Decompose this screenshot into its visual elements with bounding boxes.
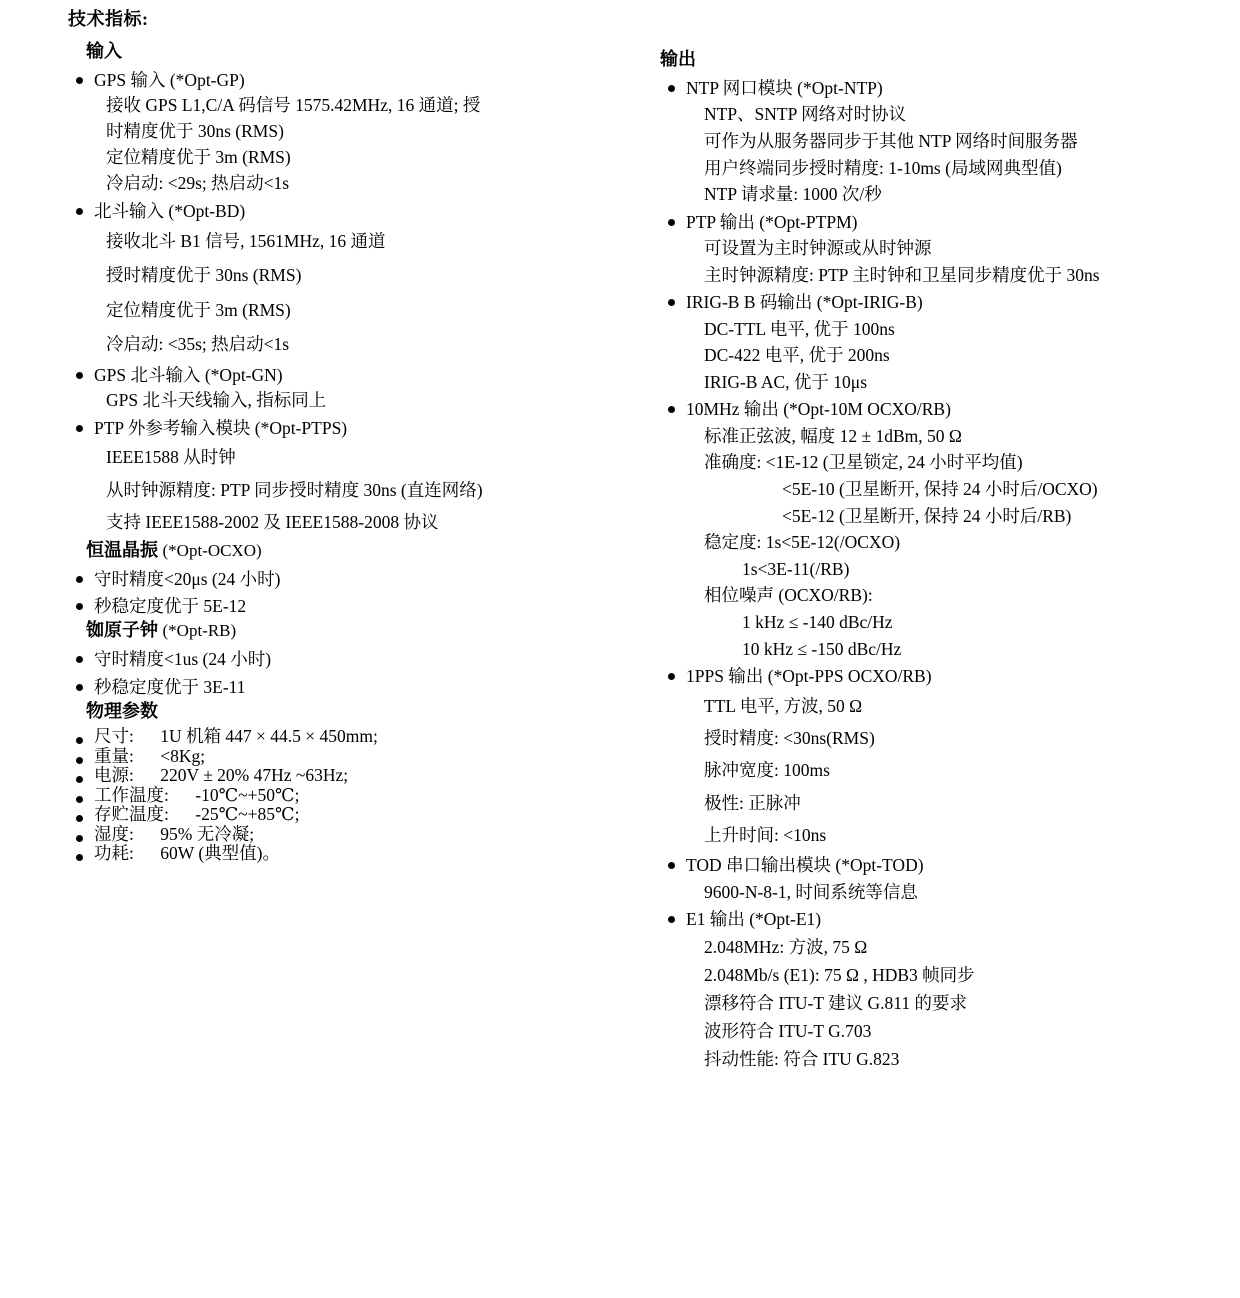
list-item <box>660 907 1230 1072</box>
spec-line: 9600-N-8-1, 时间系统等信息 <box>704 881 918 902</box>
spec-detail-lines <box>94 224 628 361</box>
rubidium-spec-list <box>68 647 628 700</box>
spec-line: 接收 GPS L1,C/A 码信号 1575.42MHz, 16 通道; 授 <box>106 95 481 116</box>
spec-line: 波形符合 ITU-T G.703 <box>704 1020 872 1041</box>
spec-value: -25℃~+85℃; <box>195 804 300 825</box>
spec-line: 定位精度优于 3m (RMS) <box>106 299 291 320</box>
list-item <box>68 363 628 414</box>
spec-line: 可设置为主时钟源或从时钟源 <box>704 238 932 259</box>
spec-value: 220V ± 20% 47Hz ~63Hz; <box>160 765 349 786</box>
physical-spec-list <box>68 728 628 863</box>
spec-value: <8Kg; <box>160 745 206 766</box>
spec-line: 授时精度优于 30ns (RMS) <box>106 265 302 286</box>
spec-title: 1PPS 输出 (*Opt-PPS OCXO/RB) <box>686 666 932 687</box>
spec-label: 功耗: <box>94 843 134 864</box>
ocxo-spec-list <box>68 567 628 620</box>
spec-title: 10MHz 输出 (*Opt-10M OCXO/RB) <box>686 399 951 420</box>
list-item <box>68 728 628 746</box>
list-item <box>660 76 1230 208</box>
spec-line: 极性: 正脉冲 <box>704 792 801 813</box>
list-item <box>660 664 1230 851</box>
spec-label: 工作温度: <box>94 784 169 805</box>
section-heading-rubidium <box>86 621 628 639</box>
list-item <box>68 823 628 844</box>
list-item <box>68 647 628 672</box>
spec-line: 冷启动: <35s; 热启动<1s <box>106 333 290 354</box>
output-spec-list <box>660 76 1230 1073</box>
ocxo-heading-label: 恒温晶振 <box>86 539 158 560</box>
input-spec-list <box>68 68 628 539</box>
list-item <box>68 594 628 619</box>
spec-line: 1 kHz ≤ -140 dBc/Hz <box>742 612 893 632</box>
spec-label: 电源: <box>94 765 134 786</box>
section-heading-output: 输出 <box>660 49 696 69</box>
list-item <box>68 416 628 539</box>
spec-line: DC-TTL 电平, 优于 100ns <box>704 318 895 339</box>
spec-value: 1U 机箱 447 × 44.5 × 450mm; <box>160 726 378 747</box>
list-item <box>68 784 628 805</box>
spec-detail-lines <box>686 879 1230 906</box>
spec-title: 北斗输入 (*Opt-BD) <box>94 200 246 221</box>
list-item <box>68 199 628 361</box>
spec-detail-lines <box>686 690 1230 852</box>
spec-line: IRIG-B AC, 优于 10μs <box>704 371 868 392</box>
spec-line: 10 kHz ≤ -150 dBc/Hz <box>742 638 902 659</box>
list-item <box>68 567 628 592</box>
spec-line: 时精度优于 30ns (RMS) <box>106 121 284 142</box>
section-heading-physical: 物理参数 <box>86 701 158 722</box>
spec-label: 尺寸: <box>94 726 134 747</box>
spec-detail-lines <box>686 101 1230 207</box>
spec-title: NTP 网口模块 (*Opt-NTP) <box>686 78 883 98</box>
spec-line: 脉冲宽度: 100ms <box>704 760 830 781</box>
spec-line: NTP、SNTP 网络对时协议 <box>704 104 907 125</box>
list-item <box>68 767 628 785</box>
spec-line: 授时精度: <30ns(RMS) <box>704 727 875 748</box>
spec-line: 相位噪声 (OCXO/RB): <box>704 585 873 606</box>
spec-line: 准确度: <1E-12 (卫星锁定, 24 小时平均值) <box>704 452 1023 473</box>
right-column <box>660 50 1230 1075</box>
rb-heading-option: (*Opt-RB) <box>162 621 237 641</box>
spec-detail-lines <box>686 933 1230 1073</box>
spec-line: 2.048Mb/s (E1): 75 Ω , HDB3 帧同步 <box>704 964 975 985</box>
ocxo-heading-option: (*Opt-OCXO) <box>162 540 262 560</box>
list-item <box>68 675 628 700</box>
spec-line: 用户终端同步授时精度: 1-10ms (局域网典型值) <box>704 157 1062 178</box>
spec-value: 95% 无冷凝; <box>160 823 255 844</box>
spec-line: 漂移符合 ITU-T 建议 G.811 的要求 <box>704 992 967 1013</box>
spec-line: 主时钟源精度: PTP 主时钟和卫星同步精度优于 30ns <box>704 264 1100 285</box>
spec-line: 1s<3E-11(/RB) <box>742 558 850 579</box>
list-item <box>660 290 1230 395</box>
list-item <box>660 397 1230 662</box>
rb-heading-label: 铷原子钟 <box>86 620 158 641</box>
spec-title: E1 输出 (*Opt-E1) <box>686 909 822 930</box>
list-item <box>660 210 1230 289</box>
spec-detail-lines <box>94 93 628 197</box>
list-item <box>68 806 628 824</box>
spec-line: 秒稳定度优于 5E-12 <box>94 595 247 616</box>
spec-line: 守时精度<20μs (24 小时) <box>94 568 281 589</box>
spec-line: 2.048MHz: 方波, 75 Ω <box>704 936 868 957</box>
spec-line: 接收北斗 B1 信号, 1561MHz, 16 通道 <box>106 231 386 252</box>
list-item <box>68 68 628 197</box>
spec-line: IEEE1588 从时钟 <box>106 447 236 468</box>
spec-line: <5E-10 (卫星断开, 保持 24 小时后/OCXO) <box>782 479 1098 500</box>
spec-label: 湿度: <box>94 823 134 844</box>
spec-line: NTP 请求量: 1000 次/秒 <box>704 184 882 205</box>
spec-line: 定位精度优于 3m (RMS) <box>106 147 291 168</box>
spec-value: 60W (典型值)。 <box>160 843 280 864</box>
spec-title: GPS 北斗输入 (*Opt-GN) <box>94 364 283 385</box>
section-heading-input: 输入 <box>86 41 122 61</box>
spec-title: PTP 输出 (*Opt-PTPM) <box>686 211 858 232</box>
spec-line: 从时钟源精度: PTP 同步授时精度 30ns (直连网络) <box>106 479 483 500</box>
spec-title: PTP 外参考输入模块 (*Opt-PTPS) <box>94 418 348 439</box>
spec-line: 秒稳定度优于 3E-11 <box>94 676 246 697</box>
spec-line: 标准正弦波, 幅度 12 ± 1dBm, 50 Ω <box>704 425 962 446</box>
spec-line: 支持 IEEE1588-2002 及 IEEE1588-2008 协议 <box>106 512 439 533</box>
spec-line: 守时精度<1us (24 小时) <box>94 649 272 670</box>
spec-detail-lines <box>686 316 1230 396</box>
spec-title: IRIG-B B 码输出 (*Opt-IRIG-B) <box>686 292 923 313</box>
left-column <box>68 42 628 865</box>
page-title: 技术指标: <box>68 9 149 29</box>
list-item <box>68 845 628 863</box>
section-heading-ocxo <box>86 541 628 559</box>
spec-line: 冷启动: <29s; 热启动<1s <box>106 173 290 194</box>
spec-title: GPS 输入 (*Opt-GP) <box>94 70 245 90</box>
list-item <box>660 853 1230 905</box>
spec-detail-lines <box>94 388 628 414</box>
spec-detail-lines <box>94 441 628 538</box>
spec-detail-lines <box>686 235 1230 288</box>
spec-line: 可作为从服务器同步于其他 NTP 网络时间服务器 <box>704 130 1078 151</box>
spec-detail-lines <box>686 423 1230 662</box>
spec-line: 上升时间: <10ns <box>704 825 827 846</box>
spec-label: 存贮温度: <box>94 804 169 825</box>
spec-line: <5E-12 (卫星断开, 保持 24 小时后/RB) <box>782 505 1072 526</box>
spec-line: 稳定度: 1s<5E-12(/OCXO) <box>704 532 901 553</box>
spec-line: 抖动性能: 符合 ITU G.823 <box>704 1048 900 1069</box>
spec-value: -10℃~+50℃; <box>195 784 300 805</box>
spec-line: TTL 电平, 方波, 50 Ω <box>704 695 863 716</box>
spec-line: DC-422 电平, 优于 200ns <box>704 345 890 366</box>
spec-line: GPS 北斗天线输入, 指标同上 <box>106 390 327 411</box>
list-item <box>68 745 628 766</box>
spec-label: 重量: <box>94 745 134 766</box>
spec-title: TOD 串口输出模块 (*Opt-TOD) <box>686 855 924 876</box>
